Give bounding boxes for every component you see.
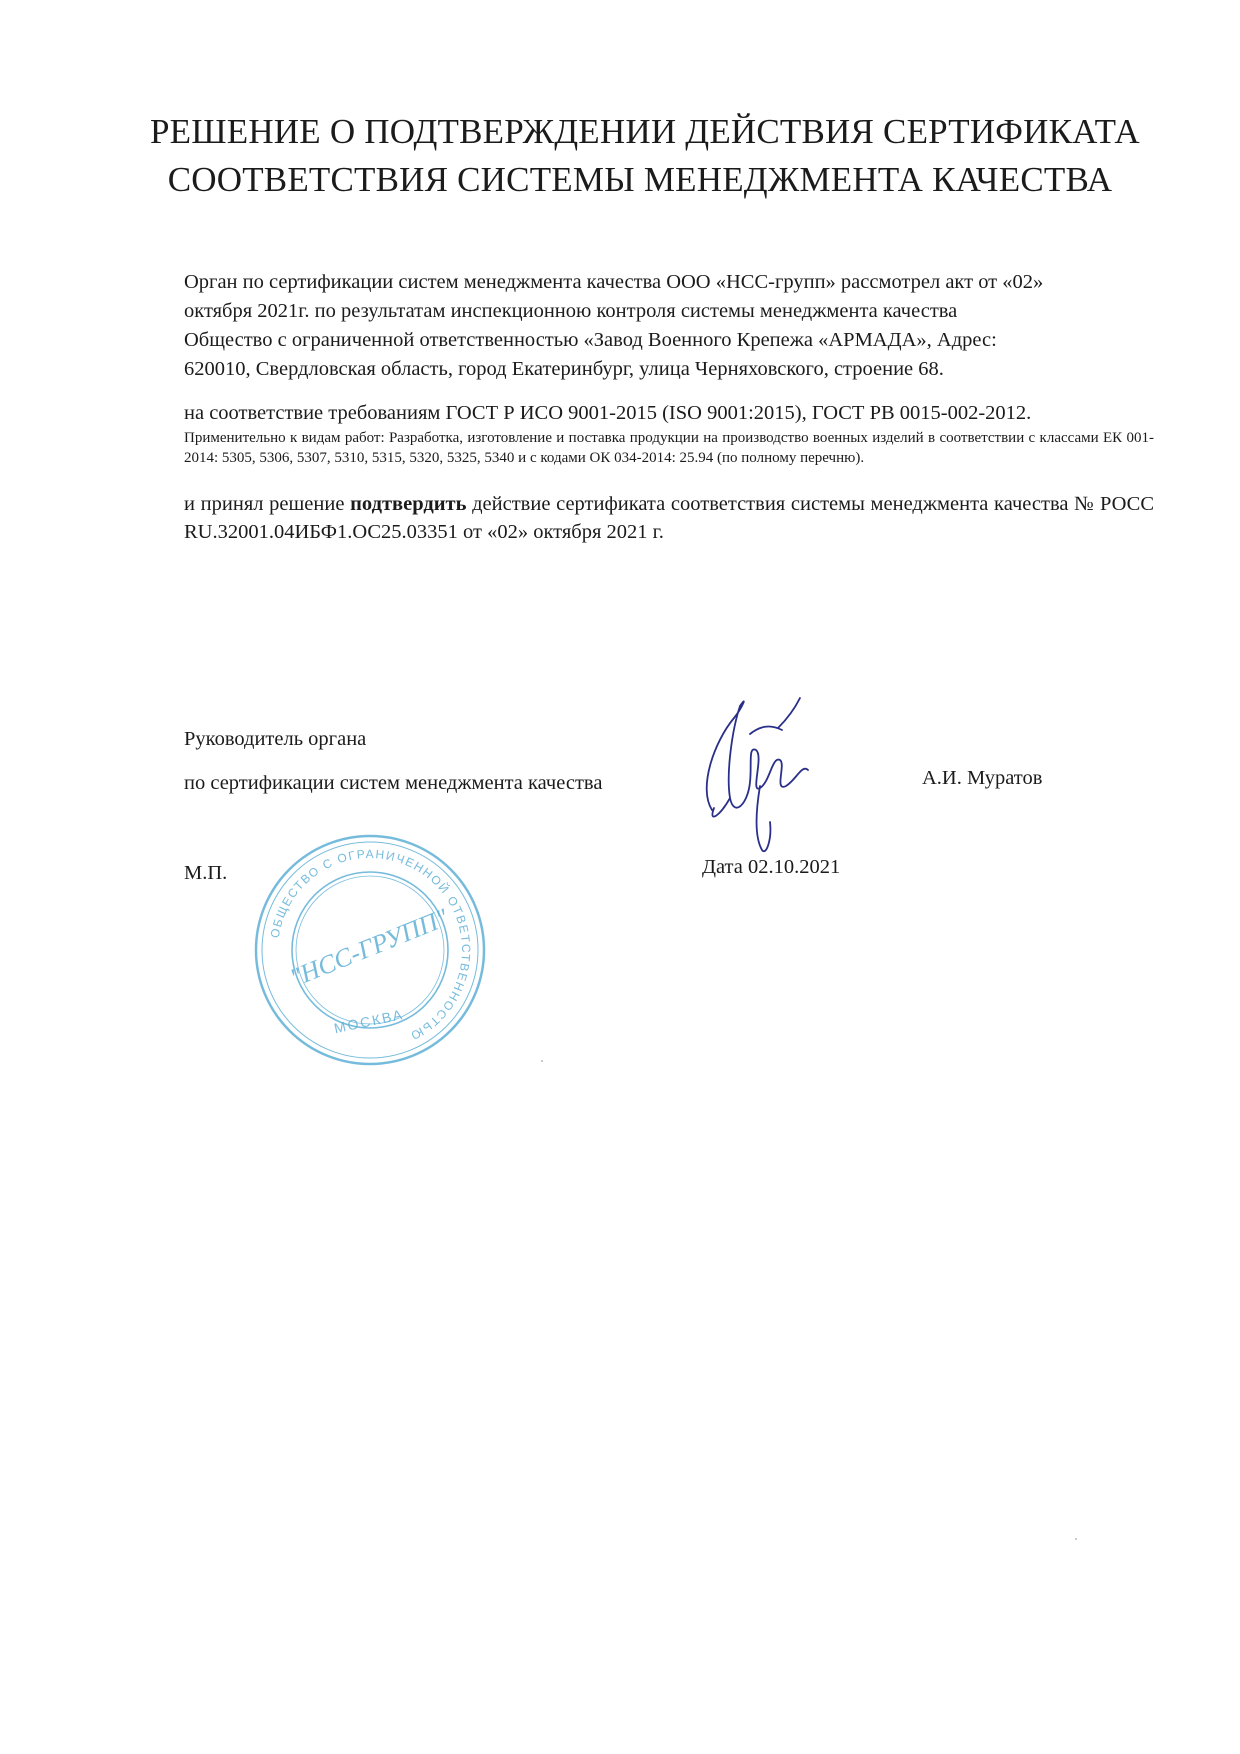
signature-date: Дата 02.10.2021 <box>702 856 841 878</box>
scan-speck <box>1075 1538 1077 1540</box>
decision-paragraph <box>184 490 1154 546</box>
scan-speck <box>541 1060 543 1062</box>
body-paragraph <box>184 268 1154 384</box>
body-line-3: Общество с ограниченной ответственностью «Завод Военного Крепежа «АРМАДА», Адрес: <box>184 329 997 351</box>
signatory-name: А.И. Муратов <box>922 767 1043 789</box>
signatory-role-line-2: по сертификации систем менеджмента качества <box>184 772 603 794</box>
company-stamp-icon <box>250 830 490 1070</box>
title-line-1: РЕШЕНИЕ О ПОДТВЕРЖДЕНИИ ДЕЙСТВИЯ СЕРТИФИКАТА <box>150 112 1140 151</box>
body-line-4: 620010, Свердловская область, город Екатеринбург, улица Черняховского, строение 68. <box>184 358 944 380</box>
document-title <box>150 108 1140 204</box>
seal-label: М.П. <box>184 862 228 884</box>
body-line-2: октября 2021г. по результатам инспекционною контроля системы менеджмента качества <box>184 300 958 322</box>
signature-icon <box>690 690 830 860</box>
decision-suffix: действие сертификата соответствия системы менеджмента качества № РОСС RU.32001.04ИБФ1.ОС25.03351 от «02» октября 2021 г. <box>184 493 1154 543</box>
standards-line: на соответствие требованиям ГОСТ Р ИСО 9001-2015 (ISO 9001:2015), ГОСТ РВ 0015-002-2012. <box>184 402 1032 424</box>
body-line-1: Орган по сертификации систем менеджмента качества ООО «НСС-групп» рассмотрел акт от «02» <box>184 271 1044 293</box>
decision-prefix: и принял решение <box>184 493 351 515</box>
scope-text: Применительно к видам работ: Разработка, изготовление и поставка продукции на производство военных изделий в соответствии с классами ЕК 001-2014: 5305, 5306, 5307, 5310, 5315, 5320, 5325, 5340 и с кодами ОК 034-2014: 25.94 (по полному перечню). <box>184 430 1154 466</box>
stamp-ring-text: ОБЩЕСТВО С ОГРАНИЧЕННОЙ ОТВЕТСТВЕННОСТЬЮ <box>267 846 474 1044</box>
title-line-2: СООТВЕТСТВИЯ СИСТЕМЫ МЕНЕДЖМЕНТА КАЧЕСТВА <box>167 160 1113 199</box>
signatory-role-line-1: Руководитель органа <box>184 728 367 750</box>
stamp-center-text: "НСС-ГРУПП" <box>285 902 453 993</box>
stamp-city: МОСКВА <box>332 1005 406 1037</box>
decision-keyword: подтвердить <box>350 493 467 515</box>
